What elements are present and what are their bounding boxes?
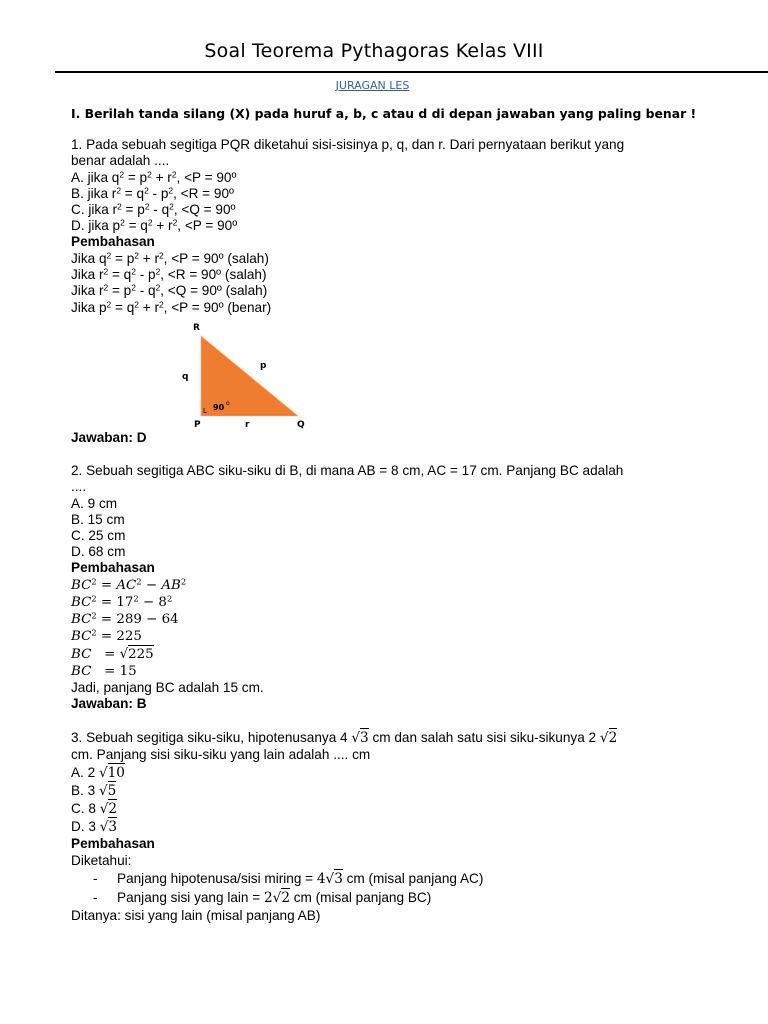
q1-discussion-line: Jika $r^2 = p^2 - q^2$, <Q = 90º (salah) bbox=[71, 282, 268, 298]
q2-option-b: B. 15 cm bbox=[71, 512, 125, 527]
q3-option-d: D. 3 √3 bbox=[71, 819, 118, 835]
juragan-les-link[interactable]: JURAGAN LES bbox=[335, 79, 410, 92]
angle-label: 90 bbox=[213, 403, 225, 412]
q2-pembahasan-label: Pembahasan bbox=[71, 560, 155, 575]
q2-math-step: BC = √225 bbox=[71, 647, 154, 662]
side-label-r: r bbox=[245, 420, 250, 430]
q2-math-step: $BC^2 = 17^2 - 8^2$ bbox=[71, 593, 173, 610]
q2-math-step: $BC^2 = AC^2 - AB^2$ bbox=[71, 576, 187, 593]
q1-answer: Jawaban: D bbox=[71, 430, 147, 445]
q2-option-d: D. 68 cm bbox=[71, 544, 126, 559]
q1-discussion-line: Jika $p^2 = q^2 + r^2$, <P = 90º (benar) bbox=[71, 299, 272, 315]
vertex-label-r: R bbox=[193, 323, 200, 333]
q2-math-step: BC = 15 bbox=[71, 664, 137, 679]
side-label-q: q bbox=[182, 372, 189, 382]
side-label-p: p bbox=[260, 361, 267, 371]
q3-known-side: Panjang sisi yang lain = 2√2 cm (misal panjang BC) bbox=[117, 890, 432, 906]
q2-option-a: A. 9 cm bbox=[71, 496, 118, 511]
vertex-label-p: P bbox=[194, 420, 201, 430]
q3-diketahui: Diketahui: bbox=[71, 853, 132, 868]
q2-math-step: $BC^2 = 225$ bbox=[71, 627, 142, 644]
q1-stem-line2: benar adalah .... bbox=[71, 153, 170, 168]
q2-option-c: C. 25 cm bbox=[71, 528, 126, 543]
q2-math-step: $BC^2 = 289 - 64$ bbox=[71, 610, 179, 627]
q2-stem-line1: 2. Sebuah segitiga ABC siku-siku di B, di mana AB = 8 cm, AC = 17 cm. Panjang BC adalah bbox=[71, 463, 624, 478]
q2-stem-line2: .... bbox=[71, 479, 87, 494]
q3-stem-line2: cm. Panjang sisi siku-siku yang lain adalah .... cm bbox=[71, 747, 371, 762]
instruction: I. Berilah tanda silang (X) pada huruf a, b, c atau d di depan jawaban yang paling benar ! bbox=[71, 106, 697, 121]
q1-pembahasan-label: Pembahasan bbox=[71, 234, 155, 249]
title-underline bbox=[55, 71, 768, 73]
bullet-dash: - bbox=[93, 871, 98, 886]
q3-option-a: A. 2 √10 bbox=[71, 765, 125, 781]
vertex-label-q: Q bbox=[297, 420, 305, 430]
q1-discussion-line: Jika $q^2 = p^2 + r^2$, <P = 90º (salah) bbox=[71, 250, 269, 266]
q3-known-hypotenuse: Panjang hipotenusa/sisi miring = 4√3 cm (misal panjang AC) bbox=[117, 871, 484, 887]
q1-option-b: B. jika $r^2 = q^2 - p^2$, <R = 90º bbox=[71, 185, 234, 201]
q3-option-b: B. 3 √5 bbox=[71, 783, 117, 799]
q3-stem-line1: 3. Sebuah segitiga siku-siku, hipotenusanya 4 √3 cm dan salah satu sisi siku-sikunya 2 √2 bbox=[71, 730, 618, 746]
q1-stem-line1: 1. Pada sebuah segitiga PQR diketahui sisi-sisinya p, q, dan r. Dari pernyataan berikut yang bbox=[71, 137, 625, 152]
right-triangle-figure bbox=[176, 319, 312, 431]
q3-ditanya: Ditanya: sisi yang lain (misal panjang AB) bbox=[71, 908, 321, 923]
q1-option-c: C. jika $r^2 = p^2 - q^2$, <Q = 90º bbox=[71, 201, 236, 217]
angle-degree-mark: o bbox=[226, 400, 230, 407]
q2-answer: Jawaban: B bbox=[71, 696, 147, 711]
q2-conclusion: Jadi, panjang BC adalah 15 cm. bbox=[71, 680, 264, 695]
right-angle-mark: L bbox=[203, 407, 207, 415]
bullet-dash: - bbox=[93, 890, 98, 905]
q3-option-c: C. 8 √2 bbox=[71, 801, 118, 817]
q1-discussion-line: Jika $r^2 = q^2 - p^2$, <R = 90º (salah) bbox=[71, 266, 267, 282]
page-title: Soal Teorema Pythagoras Kelas VIII bbox=[204, 40, 544, 62]
q1-option-d: D. jika $p^2 = q^2 + r^2$, <P = 90º bbox=[71, 217, 238, 233]
q1-option-a: A. jika $q^2 = p^2 + r^2$, <P = 90º bbox=[71, 169, 237, 185]
q3-pembahasan-label: Pembahasan bbox=[71, 836, 155, 851]
